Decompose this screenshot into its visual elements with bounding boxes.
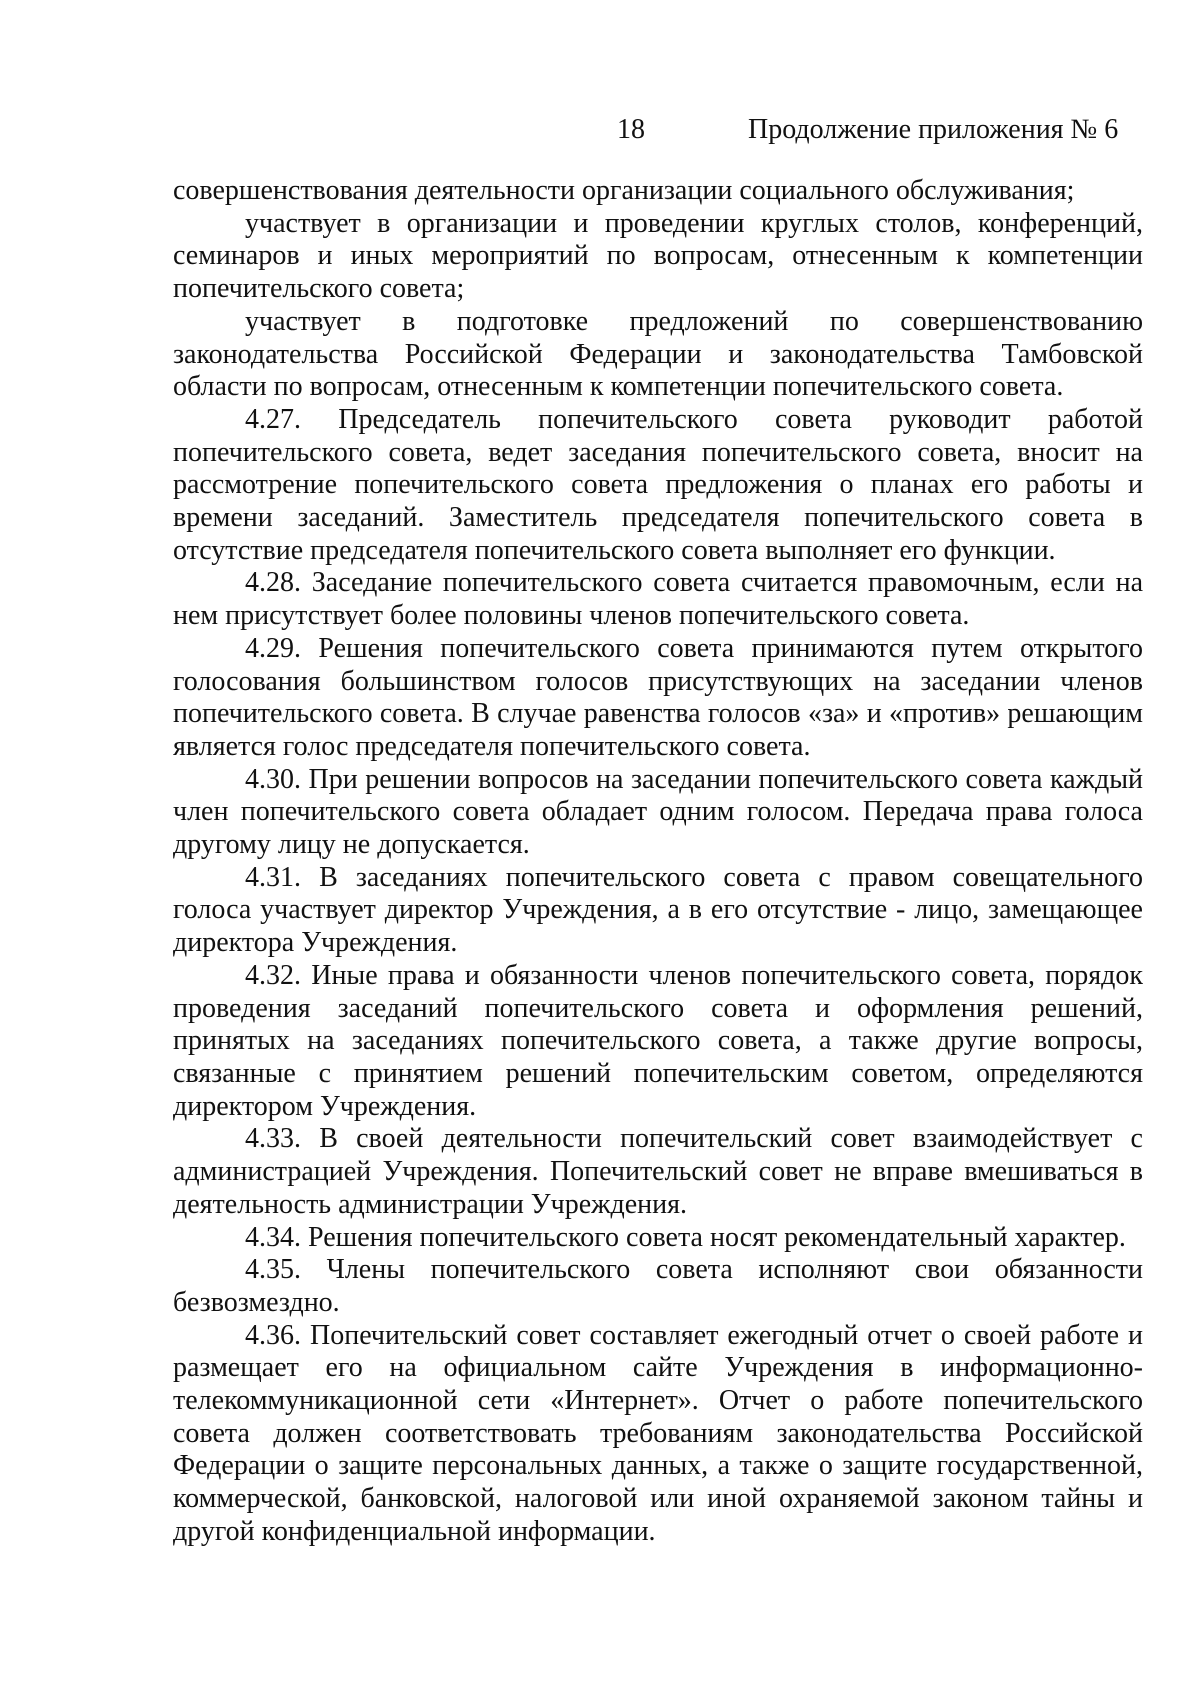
paragraph: участвует в организации и проведении круглых столов, конференций, семинаров и иных мероприятий по вопросам, отнесенным к компетенции попечительского совета; xyxy=(173,207,1143,305)
paragraph-4-32: 4.32. Иные права и обязанности членов попечительского совета, порядок проведения заседаний попечительского совета и оформления решений, принятых на заседаниях попечительского совета, а также другие вопросы, связанные с принятием решений попечительским советом, определяются директором Учреждения. xyxy=(173,959,1143,1122)
paragraph-4-36: 4.36. Попечительский совет составляет ежегодный отчет о своей работе и размещает его на официальном сайте Учреждения в информационно-телекоммуникационной сети «Интернет». Отчет о работе попечительского совета должен соответствовать требованиям законодательства Российской Федерации о защите персональных данных, а также о защите государственной, коммерческой, банковской, налоговой или иной охраняемой законом тайны и другой конфиденциальной информации. xyxy=(173,1319,1143,1547)
paragraph-4-30: 4.30. При решении вопросов на заседании попечительского совета каждый член попечительского совета обладает одним голосом. Передача права голоса другому лицу не допускается. xyxy=(173,763,1143,861)
paragraph-4-28: 4.28. Заседание попечительского совета считается правомочным, если на нем присутствует более половины членов попечительского совета. xyxy=(173,567,1143,632)
document-body xyxy=(173,175,1143,1549)
paragraph-4-34: 4.34. Решения попечительского совета носят рекомендательный характер. xyxy=(245,1221,1126,1253)
paragraph: участвует в подготовке предложений по совершенствованию законодательства Российской Федерации и законодательства Тамбовской области по вопросам, отнесенным к компетенции попечительского совета. xyxy=(173,305,1143,403)
paragraph-4-31: 4.31. В заседаниях попечительского совета с правом совещательного голоса участвует директор Учреждения, а в его отсутствие - лицо, замещающее директора Учреждения. xyxy=(173,861,1143,959)
paragraph-4-35: 4.35. Члены попечительского совета исполняют свои обязанности безвозмездно. xyxy=(173,1254,1143,1318)
paragraph-4-29: 4.29. Решения попечительского совета принимаются путем открытого голосования большинством голосов присутствующих на заседании членов попечительского совета. В случае равенства голосов «за» и «против» решающим является голос председателя попечительского совета. xyxy=(173,632,1143,762)
paragraph-4-33: 4.33. В своей деятельности попечительский совет взаимодействует с администрацией Учреждения. Попечительский совет не вправе вмешиваться в деятельность администрации Учреждения. xyxy=(173,1123,1143,1220)
page-number: 18 xyxy=(617,114,645,145)
page-header xyxy=(0,110,1200,150)
paragraph-4-27: 4.27. Председатель попечительского совета руководит работой попечительского совета, ведет заседания попечительского совета, вносит на рассмотрение попечительского совета предложения о планах его работы и времени заседаний. Заместитель председателя попечительского совета в отсутствие председателя попечительского совета выполняет его функции. xyxy=(173,403,1143,566)
continuation-label: Продолжение приложения № 6 xyxy=(748,114,1119,145)
paragraph: совершенствования деятельности организации социального обслуживания; xyxy=(173,175,1075,206)
